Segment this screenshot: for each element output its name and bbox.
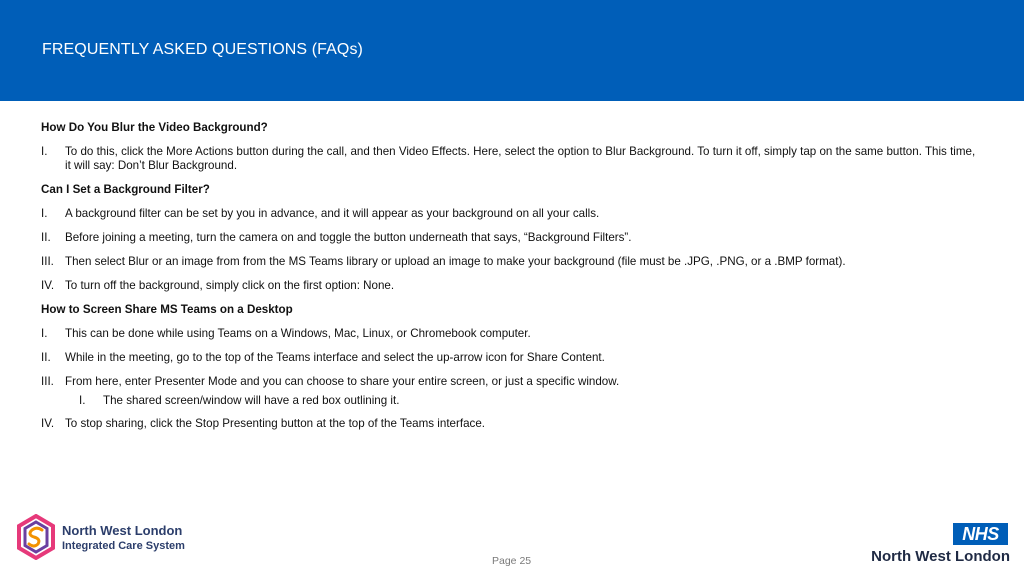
list-text: While in the meeting, go to the top of the Teams interface and select the up-arrow icon for Share Content. <box>65 351 605 364</box>
list-item <box>41 255 981 269</box>
list-item <box>41 145 981 173</box>
section-title: How to Screen Share MS Teams on a Desktop <box>41 303 293 316</box>
list-item <box>41 351 981 365</box>
list-text: A background filter can be set by you in advance, and it will appear as your background on all your calls. <box>65 207 600 220</box>
list-number: I. <box>41 145 48 158</box>
header-banner <box>0 0 1024 101</box>
logo-text-line1: North West London <box>62 523 183 538</box>
list-text: From here, enter Presenter Mode and you can choose to share your entire screen, or just a specific window. <box>65 375 620 388</box>
nwl-ics-logo <box>16 514 206 562</box>
list-item <box>41 231 981 245</box>
list-item <box>41 279 981 293</box>
section-title: Can I Set a Background Filter? <box>41 183 210 196</box>
list-number: IV. <box>41 417 55 430</box>
nwl-ics-logo-icon <box>16 514 56 560</box>
list-number: III. <box>41 375 54 388</box>
faq-content <box>41 121 981 441</box>
nhs-logo: NHS <box>953 523 1008 545</box>
list-item <box>41 207 981 221</box>
section-title: How Do You Blur the Video Background? <box>41 121 268 134</box>
list-item <box>41 375 981 389</box>
list-item <box>41 417 981 431</box>
nhs-org-name: North West London <box>871 548 1010 565</box>
list-text: Then select Blur or an image from from the MS Teams library or upload an image to make your background (file must be .JPG, .PNG, or a .BMP format). <box>65 255 846 268</box>
list-number: IV. <box>41 279 55 292</box>
list-text: To stop sharing, click the Stop Presenting button at the top of the Teams interface. <box>65 417 485 430</box>
list-number: II. <box>41 351 51 364</box>
list-text: To do this, click the More Actions button during the call, and then Video Effects. Here, select the option to Blur Background. To turn it off, simply tap on the same button. This time, it will say: Don’t Blur Background. <box>65 145 976 172</box>
list-number: I. <box>41 327 48 340</box>
list-item <box>41 327 981 341</box>
page-title: FREQUENTLY ASKED QUESTIONS (FAQs) <box>42 41 363 58</box>
list-number: II. <box>41 231 51 244</box>
list-text: This can be done while using Teams on a Windows, Mac, Linux, or Chromebook computer. <box>65 327 531 340</box>
list-text: Before joining a meeting, turn the camera on and toggle the button underneath that says, “Background Filters”. <box>65 231 632 244</box>
list-text: To turn off the background, simply click on the first option: None. <box>65 279 395 292</box>
list-number: I. <box>79 394 86 407</box>
logo-text-line2: Integrated Care System <box>62 540 185 552</box>
page-number: Page 25 <box>492 555 532 567</box>
list-number: I. <box>41 207 48 220</box>
list-number: III. <box>41 255 54 268</box>
list-subitem <box>41 394 981 408</box>
list-text: The shared screen/window will have a red box outlining it. <box>103 394 400 407</box>
